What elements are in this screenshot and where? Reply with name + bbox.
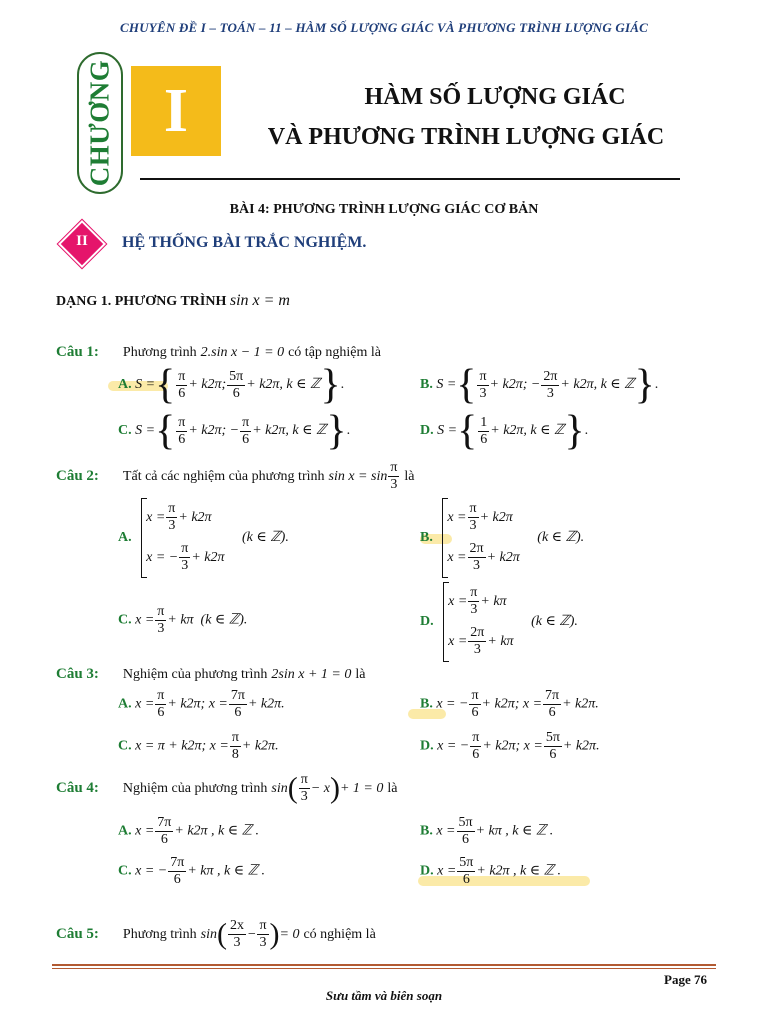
question-5: Câu 5: Phương trình sin( $\frac{2x}{3}$ − $\frac{\pi}{3}$ )= 0 có nghiệm là xyxy=(56,917,376,951)
question-label: Câu 3: xyxy=(56,666,99,682)
option-2b[interactable]: B. x = $\frac{\pi}{3}$ + k2π x = $\frac{2\pi}{3}$ + k2π (k ∈ ℤ). xyxy=(420,498,584,578)
question-1 xyxy=(56,343,381,361)
question-text-after: có tập nghiệm là xyxy=(288,345,382,360)
question-text-after: là xyxy=(404,469,415,485)
option-1c[interactable]: C. S ={ $\frac{\pi}{6}$ + k2π; − $\frac{\pi}{6}$ + k2π, k ∈ ℤ}. xyxy=(118,408,351,454)
question-text: Phương trình xyxy=(122,927,197,943)
running-header: CHUYÊN ĐỀ I – TOÁN – 11 – HÀM SỐ LƯỢNG GIÁC VÀ PHƯƠNG TRÌNH LƯỢNG GIÁC xyxy=(120,20,648,35)
chapter-numeral: I xyxy=(163,77,189,145)
question-text-after: là xyxy=(387,781,398,797)
option-3a[interactable]: A. x = $\frac{\pi}{6}$ + k2π; x = $\frac{7\pi}{6}$ + k2π. xyxy=(118,688,285,720)
chapter-title-line1: HÀM SỐ LƯỢNG GIÁC xyxy=(364,84,626,110)
question-2: Câu 2: Tất cả các nghiệm của phương trình sin x = sin $\frac{\pi}{3}$ là xyxy=(56,460,415,492)
question-4: Câu 4: Nghiệm của phương trình sin( $\frac{\pi}{3}$ − x)+ 1 = 0 là xyxy=(56,771,398,805)
question-label: Câu 5: xyxy=(56,926,99,943)
option-1a[interactable]: A. S ={ $\frac{\pi}{6}$ + k2π; $\frac{5\pi}{6}$ + k2π, k ∈ ℤ}. xyxy=(118,362,345,408)
question-math: 2sin x + 1 = 0 xyxy=(271,667,352,682)
question-text-after: là xyxy=(355,667,366,682)
option-1d[interactable]: D. S ={ $\frac{1}{6}$ + k2π, k ∈ ℤ}. xyxy=(420,408,589,454)
footer-credit: Sưu tầm và biên soạn xyxy=(325,988,443,1003)
question-math: 2.sin x − 1 = 0 xyxy=(200,345,285,360)
section-diamond-icon xyxy=(60,222,104,266)
option-2a[interactable]: A. x = $\frac{\pi}{3}$ + k2π x = − $\frac{\pi}{3}$ + k2π (k ∈ ℤ). xyxy=(118,498,289,578)
chapter-title-line2: VÀ PHƯƠNG TRÌNH LƯỢNG GIÁC xyxy=(267,124,665,150)
dang-math: sin x = m xyxy=(229,292,290,309)
section-numeral: II xyxy=(76,233,88,249)
question-text-after: có nghiệm là xyxy=(303,927,376,943)
option-3d[interactable]: D. x = − $\frac{\pi}{6}$ + k2π; x = $\frac{5\pi}{6}$ + k2π. xyxy=(420,730,600,762)
question-label: Câu 2: xyxy=(56,468,99,485)
option-4d[interactable]: D. x = $\frac{5\pi}{6}$ + k2π , k ∈ ℤ . xyxy=(420,855,562,887)
dang-heading xyxy=(56,292,290,310)
chapter-label-badge xyxy=(77,52,123,194)
question-text: Phương trình xyxy=(122,345,197,360)
option-3b[interactable]: B. x = − $\frac{\pi}{6}$ + k2π; x = $\frac{7\pi}{6}$ + k2π. xyxy=(420,688,599,720)
question-label: Câu 4: xyxy=(56,780,99,797)
title-rule xyxy=(140,178,680,180)
page-number: Page 76 xyxy=(664,972,707,987)
footer-rule-thin xyxy=(52,968,716,969)
option-4b[interactable]: B. x = $\frac{5\pi}{6}$ + kπ , k ∈ ℤ . xyxy=(420,815,554,847)
question-text: Nghiệm của phương trình xyxy=(122,667,268,682)
question-text: Tất cả các nghiệm của phương trình xyxy=(122,469,325,485)
lesson-title: BÀI 4: PHƯƠNG TRÌNH LƯỢNG GIÁC CƠ BẢN xyxy=(229,202,539,217)
chapter-numeral-box xyxy=(131,66,221,156)
option-2c[interactable]: C. x = $\frac{\pi}{3}$ + kπ (k ∈ ℤ). xyxy=(118,604,248,636)
option-2d[interactable]: D. x = $\frac{\pi}{3}$ + kπ x = $\frac{2\pi}{3}$ + kπ (k ∈ ℤ). xyxy=(420,582,578,662)
question-3 xyxy=(56,665,365,683)
footer-rule xyxy=(52,964,716,966)
option-3c[interactable]: C. x = π + k2π; x = $\frac{\pi}{8}$ + k2π. xyxy=(118,730,279,762)
question-math: sin x = sin xyxy=(328,469,388,485)
option-4a[interactable]: A. x = $\frac{7\pi}{6}$ + k2π , k ∈ ℤ . xyxy=(118,815,260,847)
option-1b[interactable]: B. S ={ $\frac{\pi}{3}$ + k2π; − $\frac{2\pi}{3}$ + k2π, k ∈ ℤ}. xyxy=(420,362,659,408)
dang-label: DẠNG 1. PHƯƠNG TRÌNH xyxy=(56,294,227,309)
question-label: Câu 1: xyxy=(56,344,99,360)
option-4c[interactable]: C. x = − $\frac{7\pi}{6}$ + kπ , k ∈ ℤ . xyxy=(118,855,265,887)
question-text: Nghiệm của phương trình xyxy=(122,781,268,797)
section-title: HỆ THỐNG BÀI TRẮC NGHIỆM. xyxy=(122,234,367,251)
chapter-label: CHƯƠNG xyxy=(84,59,115,187)
